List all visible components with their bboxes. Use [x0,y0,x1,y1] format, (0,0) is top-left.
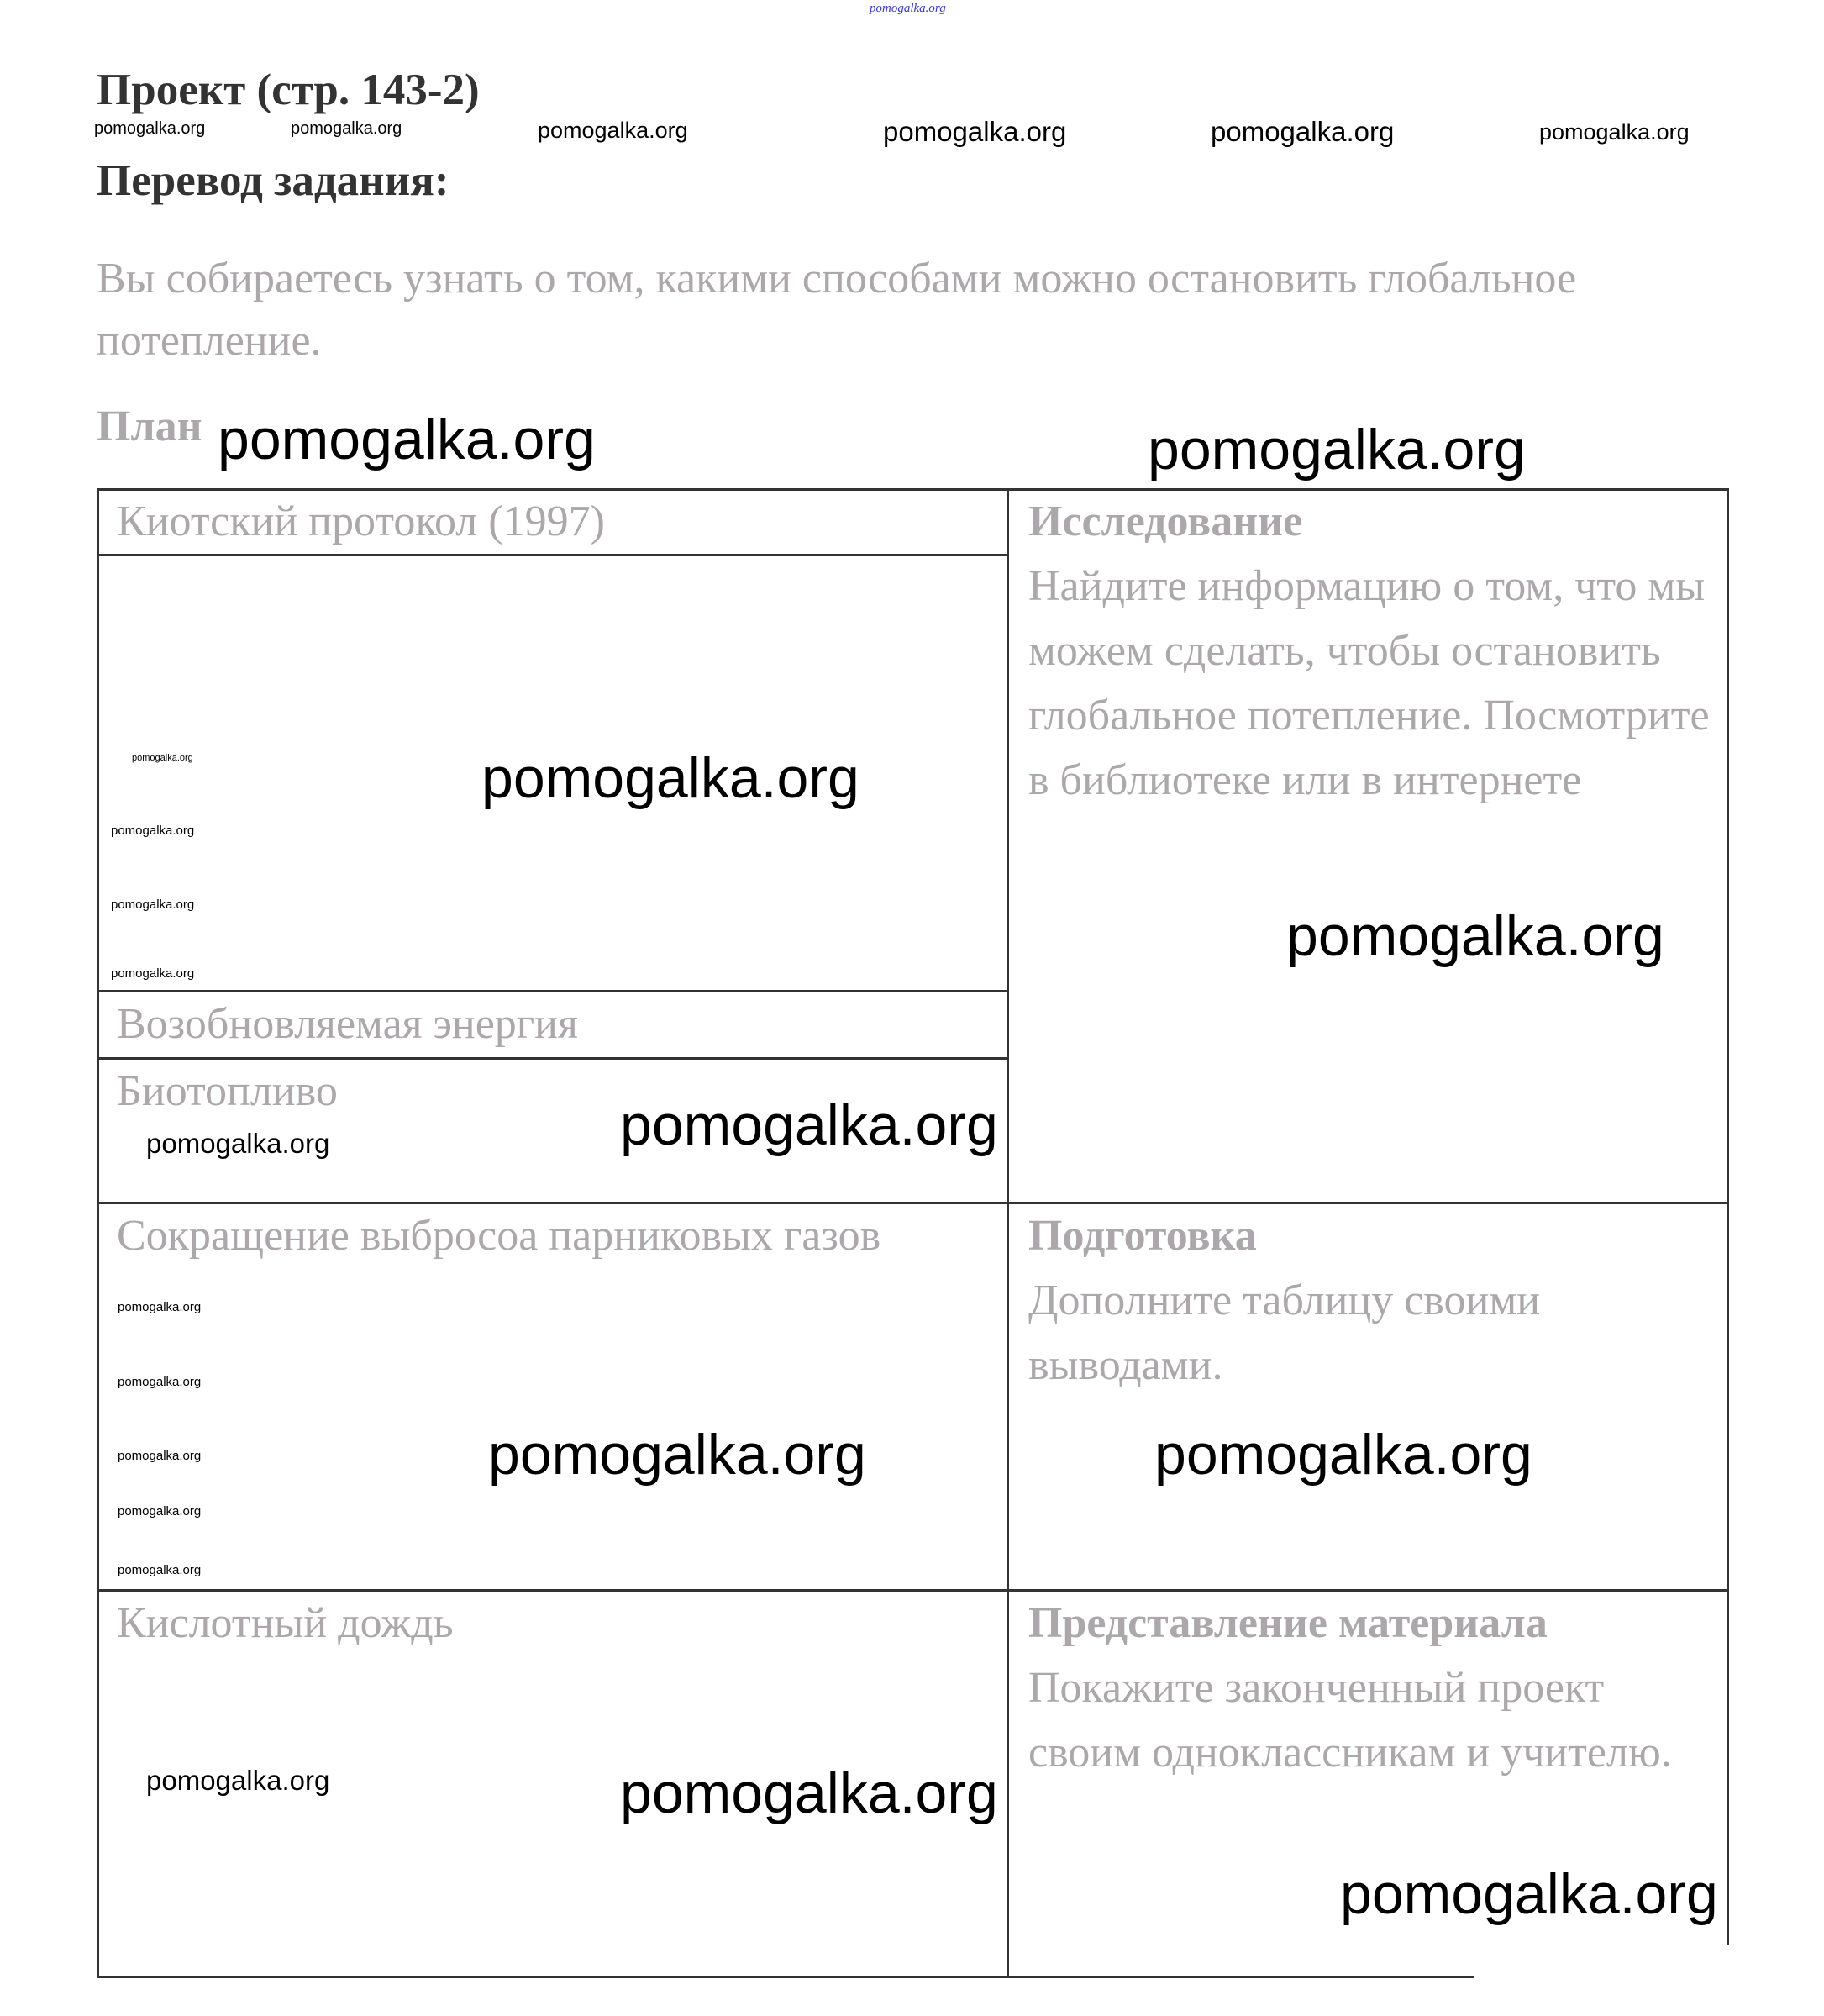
cell-preparation [1028,1203,1717,1398]
cell-emission-reduction: Сокращение выбросоа парниковых газов [117,1212,881,1260]
watermark: pomogalka.org [1539,119,1690,145]
plan-label: План [97,403,202,450]
cell-acid-rain: Кислотный дождь [117,1599,454,1647]
watermark: pomogalka.org [94,119,206,138]
watermark: pomogalka.org [1148,418,1526,482]
watermark: pomogalka.org [481,746,859,810]
watermark: pomogalka.org [118,1375,202,1389]
watermark: pomogalka.org [111,897,195,912]
watermark: pomogalka.org [118,1563,202,1577]
watermark: pomogalka.org [620,1093,998,1157]
page-title: Проект (стр. 143-2) [97,66,480,114]
watermark: pomogalka.org [146,1128,330,1159]
top-watermark: pomogalka.org [870,2,946,15]
cell-presentation [1028,1591,1717,1785]
watermark: pomogalka.org [1286,904,1664,968]
cell-renewable-energy: Возобновляемая энергия [117,1000,578,1048]
research-text: Найдите информацию о том, что мы можем сделать, чтобы остановить глобальное потепление. Посмотрите в библиотеке или в интернете [1028,562,1710,804]
watermark: pomogalka.org [620,1761,998,1825]
section-heading: Перевод задания: [97,156,449,205]
presentation-heading: Представление материала [1028,1599,1548,1647]
table-border [97,488,99,1978]
presentation-text: Покажите законченный проект своим одноклассникам и учителю. [1028,1664,1672,1777]
preparation-heading: Подготовка [1028,1212,1257,1260]
cell-biofuel: Биотопливо [117,1067,338,1115]
cell-research [1028,489,1717,813]
cell-kyoto-protocol: Киотский протокол (1997) [117,497,605,545]
watermark: pomogalka.org [1340,1862,1718,1926]
watermark: pomogalka.org [538,118,688,143]
task-description: Вы собираетесь узнать о том, какими способами можно остановить глобальное потепление. [97,255,1577,365]
table-divider [1007,488,1009,1978]
watermark: pomogalka.org [883,116,1067,147]
watermark: pomogalka.org [146,1765,330,1796]
watermark: pomogalka.org [118,1504,202,1519]
watermark: pomogalka.org [1211,116,1395,147]
watermark: pomogalka.org [111,966,195,981]
watermark: pomogalka.org [291,119,402,138]
watermark: pomogalka.org [132,753,193,763]
watermark: pomogalka.org [488,1423,866,1487]
table-border [1727,488,1729,1945]
table-border [97,1976,1474,1978]
watermark: pomogalka.org [118,1300,202,1314]
watermark: pomogalka.org [218,408,596,471]
watermark: pomogalka.org [111,824,195,838]
watermark: pomogalka.org [118,1449,202,1463]
research-heading: Исследование [1028,497,1303,545]
table-divider [97,554,1008,556]
watermark: pomogalka.org [1154,1423,1532,1487]
preparation-text: Дополните таблицу своими выводами. [1028,1276,1541,1389]
